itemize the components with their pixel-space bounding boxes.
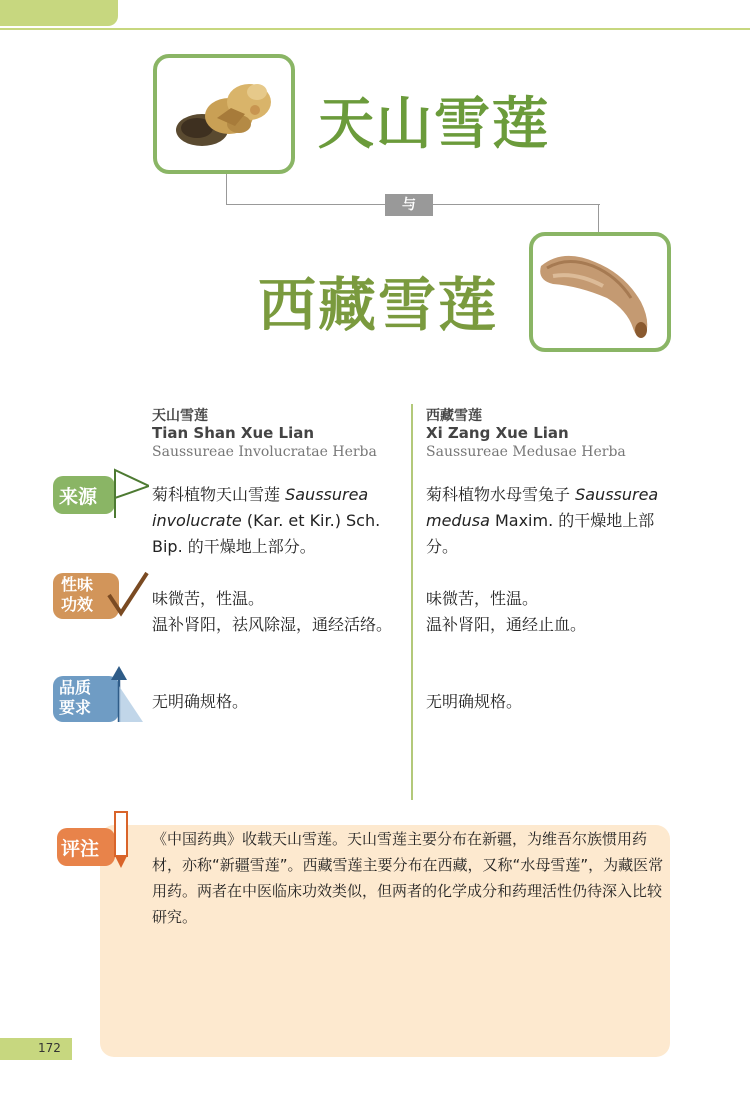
- right-source-post: Maxim. 的干燥地上部分。: [426, 511, 655, 556]
- nature-badge-line2: 功效: [61, 595, 94, 614]
- note-badge: [57, 810, 137, 870]
- left-name-pinyin: Tian Shan Xue Lian: [152, 424, 315, 442]
- left-source-post: (Kar. et Kir.) Sch. Bip. 的干燥地上部分。: [152, 511, 381, 556]
- left-quality: 无明确规格。: [152, 692, 249, 711]
- herb1-specimen-image: [157, 58, 291, 170]
- right-name-cn: 西藏雪莲: [426, 408, 482, 424]
- note-badge-label: 评注: [61, 838, 100, 860]
- quality-badge: [53, 666, 149, 724]
- nature-badge-line1: 性味: [61, 575, 94, 594]
- right-effect: 温补肾阳，通经止血。: [426, 615, 587, 634]
- page-number: 172: [38, 1041, 61, 1055]
- quality-badge-line2: 要求: [59, 698, 92, 717]
- left-source-pre: 菊科植物天山雪莲: [152, 485, 286, 504]
- header-tab: [0, 0, 118, 26]
- herb2-photo: [529, 232, 671, 352]
- left-name-latin: Saussureae Involucratae Herba: [152, 444, 377, 460]
- column-divider: [411, 404, 413, 800]
- note-text: 《中国药典》收载天山雪莲。天山雪莲主要分布在新疆，为维吾尔族惯用药材，亦称“新疆雪莲”。西藏雪莲主要分布在西藏，又称“水母雪莲”，为藏医常用药。两者在中医临床功效类似，但两者的化学成分和药理活性仍待深入比较研究。: [152, 830, 664, 926]
- right-source-pre: 菊科植物水母雪兔子: [426, 485, 576, 504]
- right-source-species: Saussurea medusa: [426, 485, 659, 530]
- right-name-pinyin: Xi Zang Xue Lian: [426, 424, 569, 442]
- right-taste: 味微苦，性温。: [426, 589, 539, 608]
- quality-badge-line1: 品质: [59, 678, 92, 697]
- connector-line: [226, 174, 227, 204]
- left-name-cn: 天山雪莲: [152, 408, 208, 424]
- header-rule: [0, 28, 750, 30]
- herb2-specimen-image: [533, 236, 667, 348]
- page-number-bar: [0, 1038, 72, 1060]
- herb1-title: 天山雪莲: [318, 92, 550, 157]
- left-source: [152, 482, 400, 560]
- nature-effect-badge: [53, 569, 149, 621]
- source-badge: [53, 468, 149, 520]
- right-name-latin: Saussureae Medusae Herba: [426, 444, 626, 460]
- right-source: [426, 482, 674, 560]
- left-effect: 温补肾阳，祛风除湿，通经活络。: [152, 615, 393, 634]
- connector-label: 与: [385, 194, 433, 216]
- left-source-species: Saussurea involucrate: [152, 485, 369, 530]
- left-taste: 味微苦，性温。: [152, 589, 265, 608]
- herb1-photo: [153, 54, 295, 174]
- herb2-title: 西藏雪莲: [258, 271, 499, 339]
- source-badge-label: 来源: [59, 486, 98, 508]
- right-quality: 无明确规格。: [426, 692, 523, 711]
- connector-line: [598, 204, 599, 232]
